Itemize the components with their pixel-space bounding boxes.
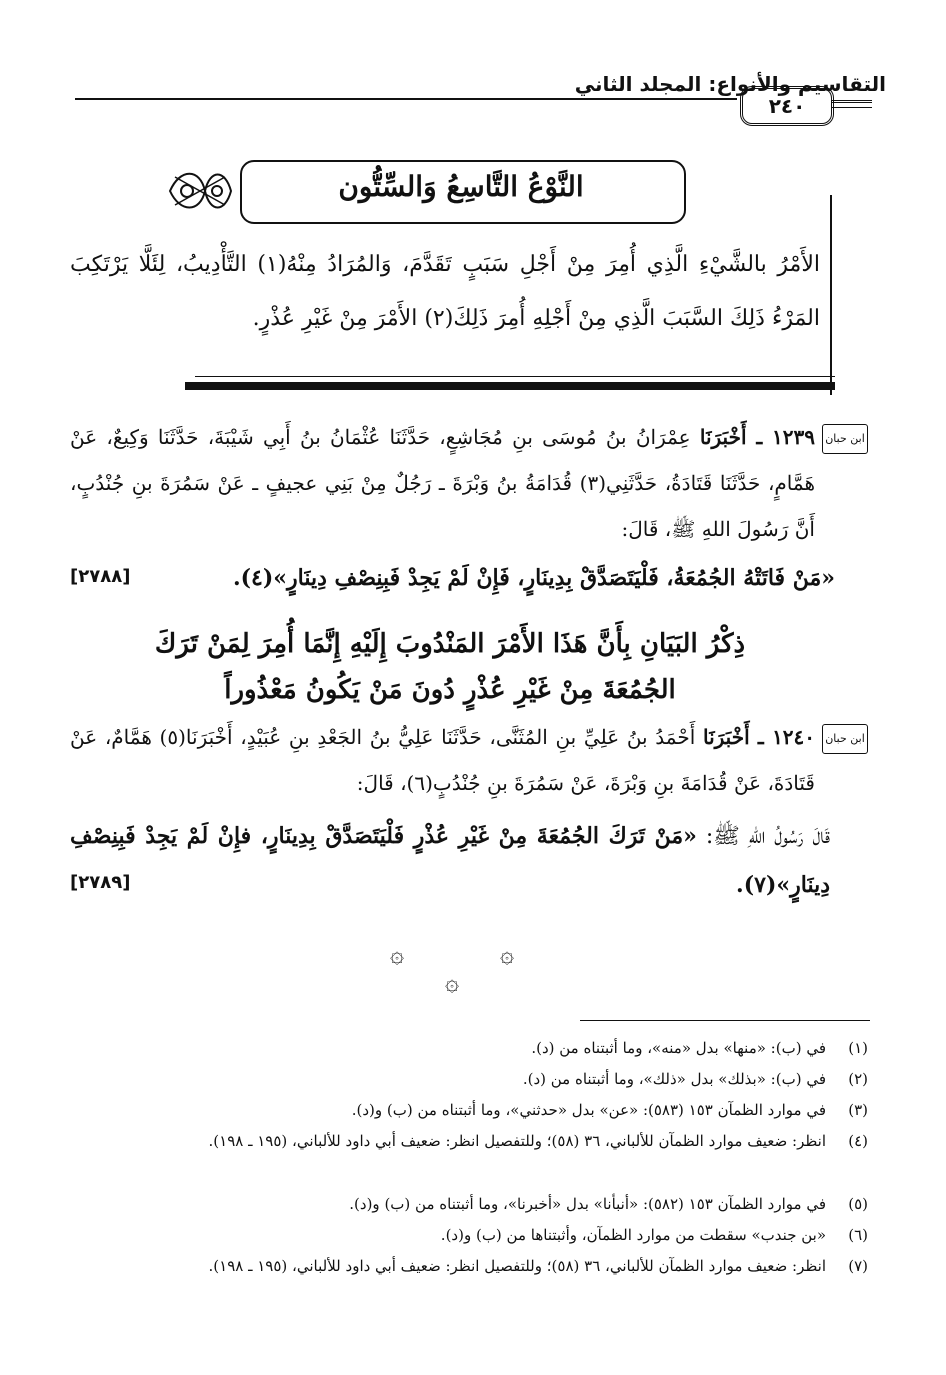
hadith-1240-matn-block	[70, 812, 830, 910]
hadith-chain: عِمْرَانُ بنُ مُوسَى بنِ مُجَاشِعٍ، حَدَّثَنَا عُثْمَانُ بنُ أَبِي شَيْبَةَ، حَدَّثَنَا وَكِيعٌ، عَنْ هَمَّامٍ، حَدَّثَنَا قَتَادَةُ، حَدَّثَنِي(٣) قُدَامَةُ بنُ وَبْرَةَ ـ رَجُلٌ مِنْ بَنِي عجيفٍ ـ عَنْ سَمُرَةَ بنِ جُنْدُبٍ، أَنَّ رَسُولَ اللهِ ﷺ، قَالَ:	[70, 425, 815, 541]
hadith-matn: «مَنْ فَاتَتْهُ الجُمُعَةُ، فَلْيَتَصَدَّقْ بِدِينَارٍ، فَإِنْ لَمْ يَجِدْ فَبِنِصْفِ دِينَارٍ»(٤).	[232, 565, 835, 591]
hadith-mark-icon: ابن حبان	[822, 424, 868, 454]
header-rule	[75, 98, 737, 100]
footnote: (٧)انظر: ضعيف موارد الظمآن للألباني، ٣٦ (٥٨)؛ وللتفصيل انظر: ضعيف أبي داود للألباني، (١٩٥ ـ ١٩٨).	[208, 1257, 868, 1275]
chapter-description: الأَمْرُ بالشَّيْءِ الَّذِي أُمِرَ مِنْ أَجْلِ سَبَبٍ تَقَدَّمَ، وَالمُرَادُ مِنْهُ(١) التَّأْدِيبُ، لِئَلَّا يَرْتَكِبَ المَرْءُ ذَلِكَ السَّبَبَ الَّذِي مِنْ أَجْلِهِ أُمِرَ ذَلِكَ(٢) الأَمْرَ مِنْ غَيْرِ عُذْرٍ.	[70, 252, 820, 331]
hadith-number: ١٢٣٩ ـ أَخْبَرَنَا	[699, 425, 816, 449]
frame-rule-thin	[195, 376, 835, 377]
frame-border	[830, 195, 832, 395]
footnote: (١)في (ب): «منها» بدل «منه»، وما أثبتناه من (د).	[531, 1039, 868, 1057]
hadith-matn: «مَنْ تَرَكَ الجُمُعَةَ مِنْ غَيْرِ عُذْرٍ فَلْيَتَصَدَّقْ بِدِينَارٍ، فإِنْ لَمْ يَجِدْ فَبِنِصْفِ دِينَارٍ»(٧).	[70, 823, 830, 898]
frame-rule-thick	[185, 382, 835, 390]
footnote: (٦)«بن جندب» سقطت من موارد الظمآن، وأثبتناها من (ب) و(د).	[440, 1226, 868, 1244]
chapter-title: النَّوْعُ التَّاسِعُ وَالسِّتُّون	[338, 170, 584, 203]
running-title: التقاسيم والأنواع: المجلد الثاني	[574, 72, 886, 96]
footnote: (٣)في موارد الظمآن ١٥٣ (٥٨٣): «عن» بدل «حدثني»، وما أثبتناه من (ب) و(د).	[351, 1101, 868, 1119]
page-number: ٢٤٠	[740, 86, 834, 126]
footnote: (٤)انظر: ضعيف موارد الظمآن للألباني، ٣٦ (٥٨)؛ وللتفصيل انظر: ضعيف أبي داود للألباني، (١٩٥ ـ ١٩٨).	[208, 1132, 868, 1150]
hadith-matn-intro: قَالَ رَسُولُ اللهِ ﷺ:	[705, 824, 831, 849]
header-rule-short	[832, 100, 872, 108]
section-heading-line-2: الجُمُعَةَ مِنْ غَيْرِ عُذْرٍ دُونَ مَنْ يَكُونُ مَعْذُوراً	[224, 675, 676, 705]
footnote: (٥)في موارد الظمآن ١٥٣ (٥٨٢): «أنبأنا» بدل «أخبرنا»، وما أثبتناه من (ب) و(د).	[349, 1195, 868, 1213]
flower-ornament-icon: ۞	[445, 968, 460, 996]
hadith-mark-icon: ابن حبان	[822, 724, 868, 754]
footnote-rule	[580, 1020, 870, 1021]
flower-ornament-icon: ۞	[390, 940, 405, 968]
section-heading-line-1: ذِكْرُ البَيَانِ بِأَنَّ هَذَا الأَمْرَ المَنْدُوبَ إِلَيْهِ إِنَّمَا أُمِرَ لِمَنْ تَرَكَ	[154, 629, 746, 659]
hadith-1239	[70, 414, 815, 552]
hadith-reference: [٢٧٨٨]	[70, 566, 131, 587]
flower-ornament-icon: ۞	[500, 940, 515, 968]
hadith-number: ١٢٤٠ ـ أَخْبَرَنَا	[702, 725, 816, 749]
hadith-1240	[70, 714, 815, 806]
hadith-reference: [٢٧٨٩]	[70, 872, 131, 893]
hadith-chain: أَحْمَدُ بنُ عَلِيِّ بنِ المُثَنَّى، حَدَّثَنَا عَلِيُّ بنُ الجَعْدِ بنِ عُبَيْدٍ، أَخْبَرَنَا(٥) هَمَّامٌ، عَنْ قَتَادَةَ، عَنْ قُدَامَةَ بنِ وَبْرَةَ، عَنْ سَمُرَةَ بنِ جُنْدُبٍ(٦)، قَالَ:	[70, 725, 815, 795]
ornament-icon	[165, 163, 235, 219]
footnote: (٢)في (ب): «بذلك» بدل «ذلك»، وما أثبتناه من (د).	[522, 1070, 868, 1088]
